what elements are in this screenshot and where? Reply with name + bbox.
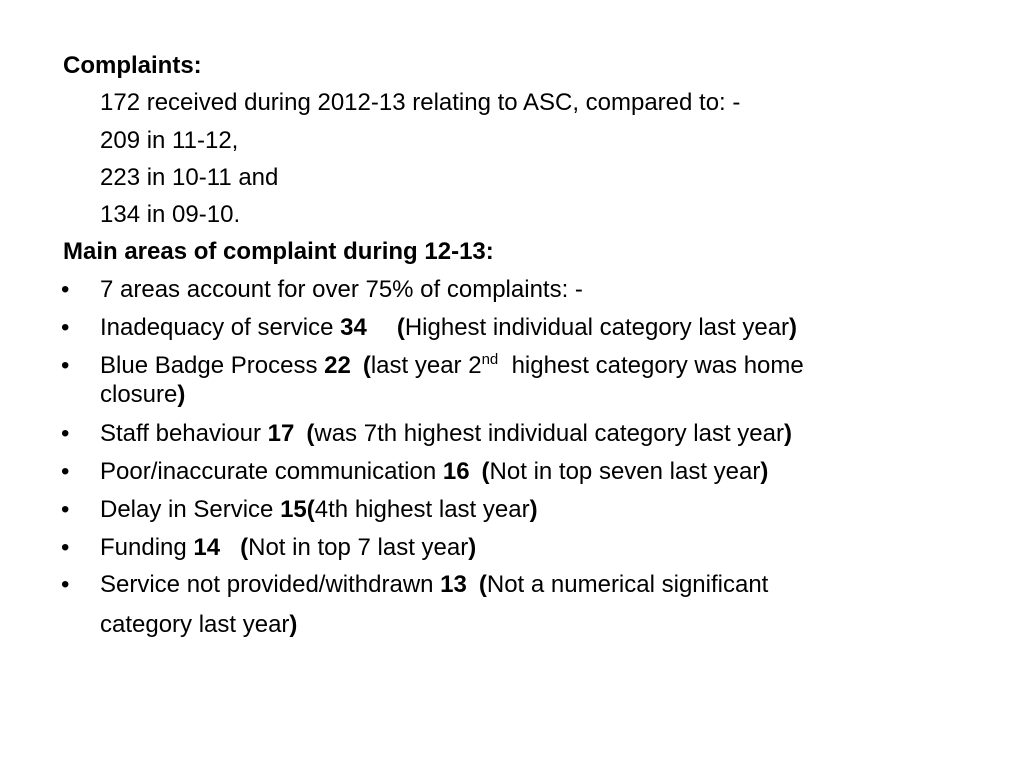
item-label: Staff behaviour — [100, 420, 268, 447]
bullet-item-blue-badge-cont — [100, 381, 185, 409]
complaints-heading: Complaints: — [63, 52, 202, 79]
close-paren: ) — [468, 534, 477, 561]
bullet-text: 7 areas account for over 75% of complaints: - — [100, 276, 583, 303]
item-count: 16 — [442, 458, 470, 485]
bullet-glyph: • — [61, 314, 70, 341]
item-label: Inadequacy of service — [100, 314, 341, 341]
item-note: was 7th highest individual category last year — [314, 420, 784, 447]
close-paren: ) — [789, 314, 798, 341]
item-label: Service not provided/withdrawn — [100, 571, 441, 598]
item-note: Highest individual category last year — [404, 314, 790, 341]
item-count: 15 — [280, 496, 307, 523]
item-note-line2: closure — [100, 381, 178, 408]
bullet-item-delay — [100, 496, 538, 524]
bullet-item-service-withdrawn — [100, 571, 768, 599]
bullet-item-areas — [100, 276, 583, 304]
ordinal-suffix: nd — [481, 351, 499, 368]
bullet-glyph: • — [61, 458, 70, 485]
bullet-glyph: • — [61, 352, 70, 379]
item-count: 17 — [267, 420, 295, 447]
item-count: 22 — [324, 352, 351, 379]
item-note-cont: highest category was home — [498, 352, 804, 379]
open-paren: ( — [481, 458, 490, 485]
item-label: Poor/inaccurate communication — [100, 458, 443, 485]
bullet-glyph: • — [61, 276, 70, 303]
item-count: 13 — [440, 571, 467, 598]
item-note: Not in top 7 last year — [248, 534, 469, 561]
item-note: Not in top seven last year — [489, 458, 761, 485]
item-count: 14 — [193, 534, 221, 561]
open-paren: ( — [478, 571, 487, 598]
item-note: last year 2 — [370, 352, 482, 379]
bullet-glyph: • — [61, 571, 70, 598]
bullet-item-communication — [100, 458, 768, 486]
close-paren: ) — [177, 381, 186, 408]
complaints-line-3: 223 in 10-11 and — [100, 164, 279, 191]
complaints-line-2: 209 in 11-12, — [100, 127, 239, 154]
main-areas-heading: Main areas of complaint during 12-13: — [63, 238, 494, 265]
item-label: Delay in Service — [100, 496, 281, 523]
bullet-item-inadequacy — [100, 314, 797, 342]
close-paren: ) — [529, 496, 538, 523]
item-note: Not a numerical significant — [486, 571, 769, 598]
bullet-item-funding — [100, 534, 476, 562]
close-paren: ) — [783, 420, 792, 447]
open-paren: ( — [240, 534, 249, 561]
item-label: Funding — [100, 534, 194, 561]
bullet-item-service-withdrawn-cont — [100, 611, 297, 639]
close-paren: ) — [289, 611, 298, 638]
open-paren: ( — [306, 420, 315, 447]
bullet-glyph: • — [61, 534, 70, 561]
complaints-line-4: 134 in 09-10. — [100, 201, 241, 228]
item-label: Blue Badge Process — [100, 352, 325, 379]
complaints-line-1: 172 received during 2012-13 relating to ASC, compared to: - — [100, 89, 741, 116]
close-paren: ) — [760, 458, 769, 485]
open-paren: ( — [306, 496, 315, 523]
bullet-glyph: • — [61, 496, 70, 523]
item-note: 4th highest last year — [314, 496, 530, 523]
bullet-glyph: • — [61, 420, 70, 447]
item-note-line2: category last year — [100, 611, 290, 638]
bullet-item-blue-badge — [100, 352, 804, 380]
open-paren: ( — [362, 352, 371, 379]
open-paren: ( — [396, 314, 405, 341]
item-count: 34 — [340, 314, 367, 341]
bullet-item-staff — [100, 420, 792, 448]
